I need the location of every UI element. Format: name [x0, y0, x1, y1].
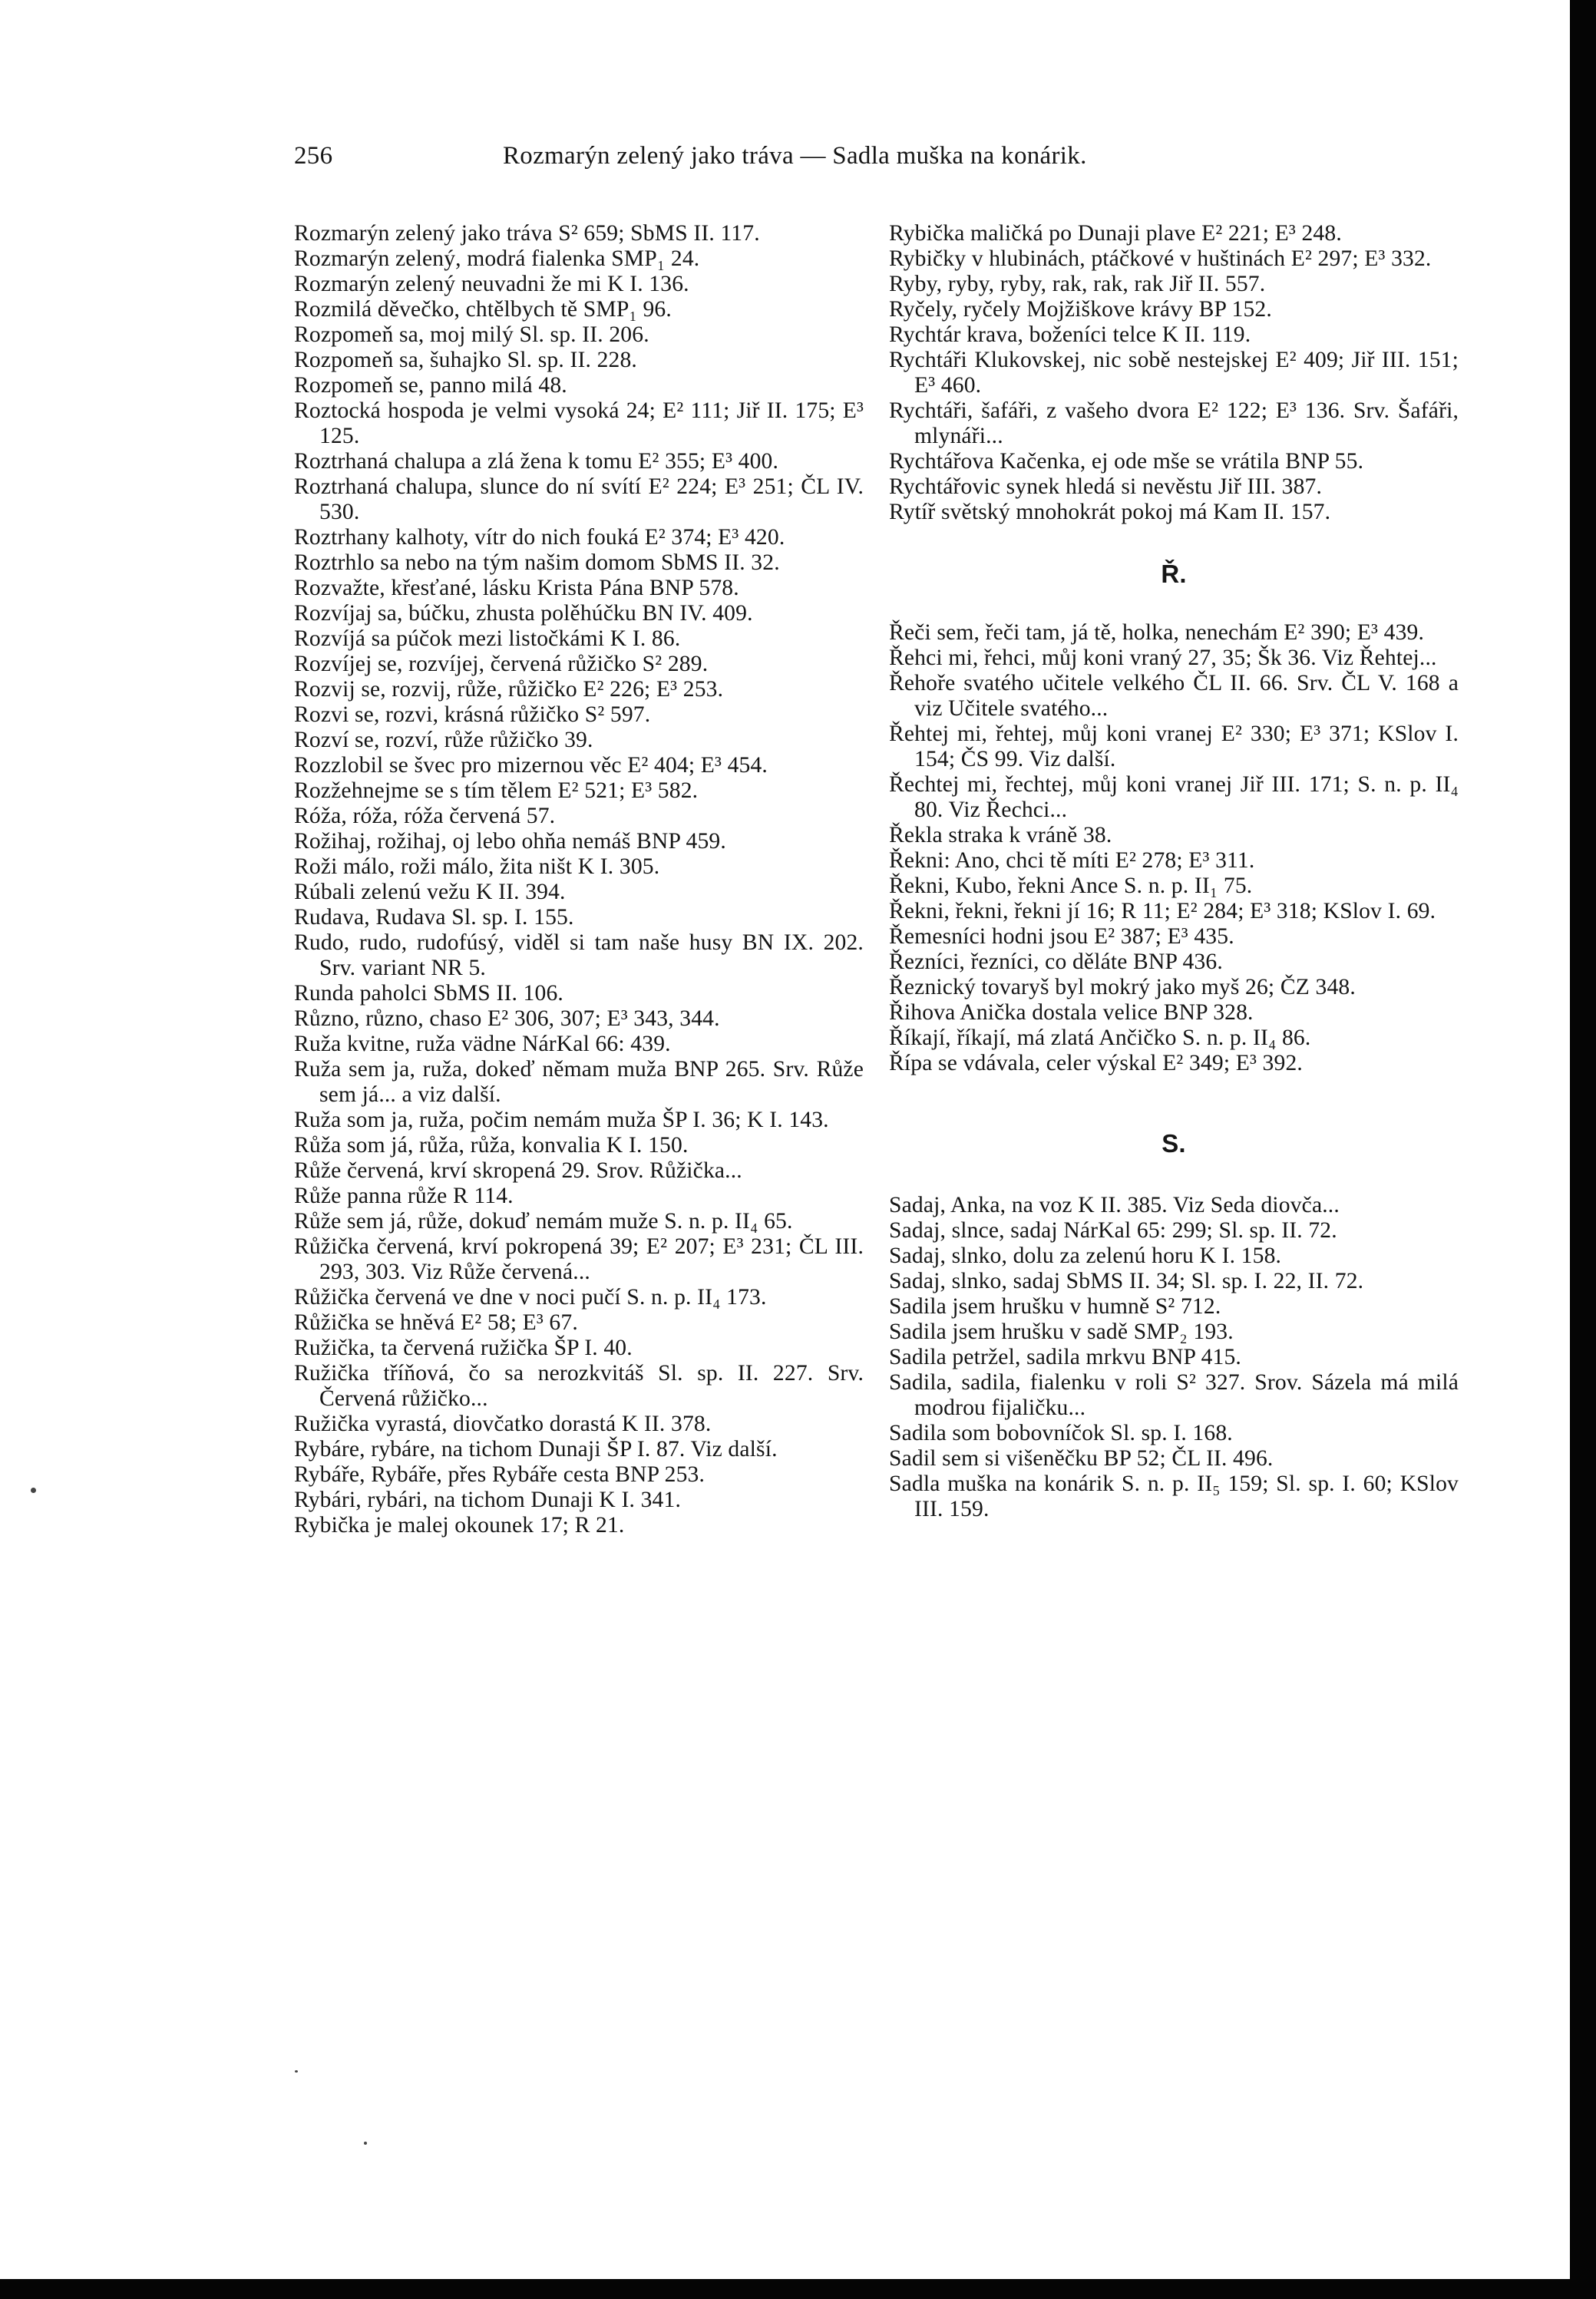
index-entry: Ruža som ja, ruža, počim nemám muža ŠP I. 36; K I. 143. [294, 1108, 829, 1132]
index-entry: Ruža kvitne, ruža vädne NárKal 66: 439. [294, 1032, 671, 1056]
index-entry: Rozmarýn zelený neuvadni že mi K I. 136. [294, 272, 689, 296]
index-entry: Řihova Anička dostala velice BNP 328. [889, 1000, 1254, 1025]
index-entry: Řípa se vdávala, celer výskal E² 349; E³ 392. [889, 1051, 1303, 1075]
section-heading-r: Ř. [1161, 560, 1187, 588]
index-entry: Roztocká hospoda je velmi vysoká 24; E² 111; Jiř II. 175; E³ 125. [294, 398, 864, 448]
index-entry: Ružička, ta červená ružička ŠP I. 40. [294, 1336, 633, 1360]
index-entry: Sadila petržel, sadila mrkvu BNP 415. [889, 1345, 1241, 1369]
scan-edge-bottom [0, 2279, 1596, 2299]
index-entry: Růža som já, růža, růža, konvalia K I. 150. [294, 1133, 689, 1158]
index-entry: Rozzlobil se švec pro mizernou věc E² 404; E³ 454. [294, 753, 768, 778]
index-entry: Rybičky v hlubinách, ptáčkové v huštinách E² 297; E³ 332. [889, 246, 1432, 271]
index-entry: Řemesníci hodni jsou E² 387; E³ 435. [889, 924, 1234, 949]
scan-speck [31, 1488, 36, 1493]
index-entry: Rozví se, rozví, růže růžičko 39. [294, 728, 593, 752]
index-entry: Rožihaj, rožihaj, oj lebo ohňa nemáš BNP 459. [294, 829, 726, 854]
index-entry: Rybička maličká po Dunaji plave E² 221; E³ 248. [889, 221, 1342, 246]
index-entry: Rychtářovic synek hledá si nevěstu Jiř III. 387. [889, 474, 1323, 499]
index-entry: Roztrhlo sa nebo na tým našim domom SbMS II. 32. [294, 550, 780, 575]
index-entry: Rozmarýn zelený jako tráva S² 659; SbMS II. 117. [294, 221, 760, 246]
section-heading-s: S. [1161, 1129, 1186, 1158]
scan-edge-right [1570, 0, 1596, 2299]
index-entry: Ružička vyrastá, diovčatko dorastá K II. 378. [294, 1412, 712, 1436]
index-entry: Růžička červená, krví pokropená 39; E² 207; E³ 231; ČL III. 293, 303. Viz Růže červená... [294, 1234, 864, 1284]
index-entry: Ružička tříňová, čo sa nerozkvitáš Sl. sp. II. 227. Srv. Červená růžičko... [294, 1361, 864, 1411]
index-entry: Runda paholci SbMS II. 106. [294, 981, 563, 1006]
index-entry: Rytíř světský mnohokrát pokoj má Kam II. 157. [889, 500, 1331, 524]
index-entry: Rychtáři, šafáři, z vašeho dvora E² 122; E³ 136. Srv. Šafáři, mlynáři... [889, 398, 1459, 448]
index-entry: Rozvij se, rozvij, růže, růžičko E² 226; E³ 253. [294, 677, 724, 702]
index-entry: Rozmilá děvečko, chtělbych tě SMP₁ 96. [294, 297, 672, 322]
index-entry: Řehci mi, řehci, můj koni vraný 27, 35; Šk 36. Viz Řehtej... [889, 646, 1437, 670]
index-entry: Rozvi se, rozvi, krásná růžičko S² 597. [294, 702, 651, 727]
index-entry: Sadaj, slnce, sadaj NárKal 65: 299; Sl. sp. II. 72. [889, 1218, 1337, 1243]
index-entry: Růže sem já, růže, dokuď nemám muže S. n. p. II₄ 65. [294, 1209, 793, 1234]
index-entry: Rozvíjaj sa, búčku, zhusta polěhúčku BN IV. 409. [294, 601, 753, 626]
scan-speck [295, 2070, 298, 2073]
index-entry: Rozvíjá sa púčok mezi listočkámi K I. 86. [294, 626, 681, 651]
index-entry: Sadaj, slnko, dolu za zelenú horu K I. 158. [889, 1244, 1282, 1268]
index-entry: Říkají, říkají, má zlatá Ančičko S. n. p. II₄ 86. [889, 1026, 1311, 1050]
index-entry: Sadil sem si višeněčku BP 52; ČL II. 496. [889, 1446, 1274, 1471]
right-column [889, 221, 1459, 1522]
index-entry: Rychtářova Kačenka, ej ode mše se vrátila BNP 55. [889, 449, 1364, 474]
index-entry: Růžička se hněvá E² 58; E³ 67. [294, 1310, 578, 1335]
index-entry: Řezníci, řezníci, co děláte BNP 436. [889, 950, 1223, 974]
index-entry: Růžička červená ve dne v noci pučí S. n. p. II₄ 173. [294, 1285, 767, 1310]
index-entry: Řekni: Ano, chci tě míti E² 278; E³ 311. [889, 848, 1255, 873]
index-entry: Řeči sem, řeči tam, já tě, holka, nenechám E² 390; E³ 439. [889, 620, 1425, 645]
index-entry: Rozmarýn zelený, modrá fialenka SMP₁ 24. [294, 246, 700, 271]
index-entry: Sadila, sadila, fialenku v roli S² 327. Srov. Sázela má milá modrou fijaličku... [889, 1370, 1459, 1420]
index-entry: Řechtej mi, řechtej, můj koni vranej Jiř III. 171; S. n. p. II₄ 80. Viz Řechci... [889, 772, 1459, 822]
index-entry: Řeznický tovaryš byl mokrý jako myš 26; ČZ 348. [889, 975, 1356, 999]
index-entry: Roztrhaná chalupa a zlá žena k tomu E² 355; E³ 400. [294, 449, 779, 474]
index-entry: Rudava, Rudava Sl. sp. I. 155. [294, 905, 574, 930]
scan-speck [364, 2142, 367, 2145]
running-title: Rozmarýn zelený jako tráva — Sadla muška na konárik. [503, 142, 1087, 170]
index-entry: Sadaj, Anka, na voz K II. 385. Viz Seda diovča... [889, 1193, 1340, 1217]
index-entry: Ruža sem ja, ruža, dokeď němam muža BNP 265. Srv. Růže sem já... a viz další. [294, 1057, 864, 1107]
index-entry: Rozžehnejme se s tím tělem E² 521; E³ 582. [294, 778, 699, 803]
index-entry: Řekni, řekni, řekni jí 16; R 11; E² 284; E³ 318; KSlov I. 69. [889, 899, 1436, 923]
index-entry: Rozvažte, křesťané, lásku Krista Pána BNP 578. [294, 576, 739, 600]
index-entry: Roži málo, roži málo, žita ništ K I. 305. [294, 854, 660, 879]
index-entry: Řehtej mi, řehtej, můj koni vranej E² 330; E³ 371; KSlov I. 154; ČS 99. Viz další. [889, 722, 1459, 771]
index-entry: Rudo, rudo, rudofúsý, viděl si tam naše husy BN IX. 202. Srv. variant NR 5. [294, 930, 864, 980]
index-entry: Rozvíjej se, rozvíjej, červená růžičko S² 289. [294, 652, 709, 676]
index-entry: Sadaj, slnko, sadaj SbMS II. 34; Sl. sp. I. 22, II. 72. [889, 1269, 1364, 1293]
index-entry: Ryčely, ryčely Mojžiškove krávy BP 152. [889, 297, 1272, 322]
index-entry: Rozpomeň se, panno milá 48. [294, 373, 567, 398]
index-entry: Roztrhaná chalupa, slunce do ní svítí E² 224; E³ 251; ČL IV. 530. [294, 474, 864, 524]
index-entry: Sadila som bobovníčok Sl. sp. I. 168. [889, 1421, 1233, 1445]
index-entry: Rybári, rybári, na tichom Dunaji K I. 341. [294, 1488, 681, 1512]
index-entry: Řehoře svatého učitele velkého ČL II. 66. Srv. ČL V. 168 a viz Učitele svatého... [889, 671, 1459, 721]
index-entry: Rybáre, rybáre, na tichom Dunaji ŠP I. 87. Viz další. [294, 1437, 778, 1462]
index-entry: Rúbali zelenú vežu K II. 394. [294, 880, 566, 904]
index-entry: Rozpomeň sa, moj milý Sl. sp. II. 206. [294, 322, 649, 347]
index-entry: Sadila jsem hrušku v humně S² 712. [889, 1294, 1221, 1319]
page-header [294, 137, 1234, 175]
index-entry: Rychtár krava, boženíci telce K II. 119. [889, 322, 1251, 347]
index-entry: Rychtáři Klukovskej, nic sobě nestejskej E² 409; Jiř III. 151; E³ 460. [889, 348, 1459, 398]
index-entry: Sadla muška na konárik S. n. p. II₅ 159; Sl. sp. I. 60; KSlov III. 159. [889, 1472, 1459, 1521]
index-entry: Růže panna růže R 114. [294, 1184, 514, 1208]
index-entry: Rybička je malej okounek 17; R 21. [294, 1513, 625, 1538]
index-entry: Ryby, ryby, ryby, rak, rak, rak Jiř II. 557. [889, 272, 1266, 296]
index-entry: Sadila jsem hrušku v sadě SMP₂ 193. [889, 1320, 1234, 1344]
index-entry: Róža, róža, róža červená 57. [294, 804, 556, 828]
index-entry: Různo, různo, chaso E² 306, 307; E³ 343, 344. [294, 1006, 720, 1031]
index-entry: Roztrhany kalhoty, vítr do nich fouká E² 374; E³ 420. [294, 525, 785, 550]
index-entry: Řekla straka k vráně 38. [889, 823, 1112, 847]
page-number: 256 [294, 142, 333, 170]
left-column [294, 221, 864, 1538]
index-entry: Rybáře, Rybáře, přes Rybáře cesta BNP 253. [294, 1462, 705, 1487]
index-entry: Růže červená, krví skropená 29. Srov. Růžička... [294, 1158, 742, 1183]
index-entry: Rozpomeň sa, šuhajko Sl. sp. II. 228. [294, 348, 637, 372]
index-entry: Řekni, Kubo, řekni Ance S. n. p. II₁ 75. [889, 874, 1253, 898]
